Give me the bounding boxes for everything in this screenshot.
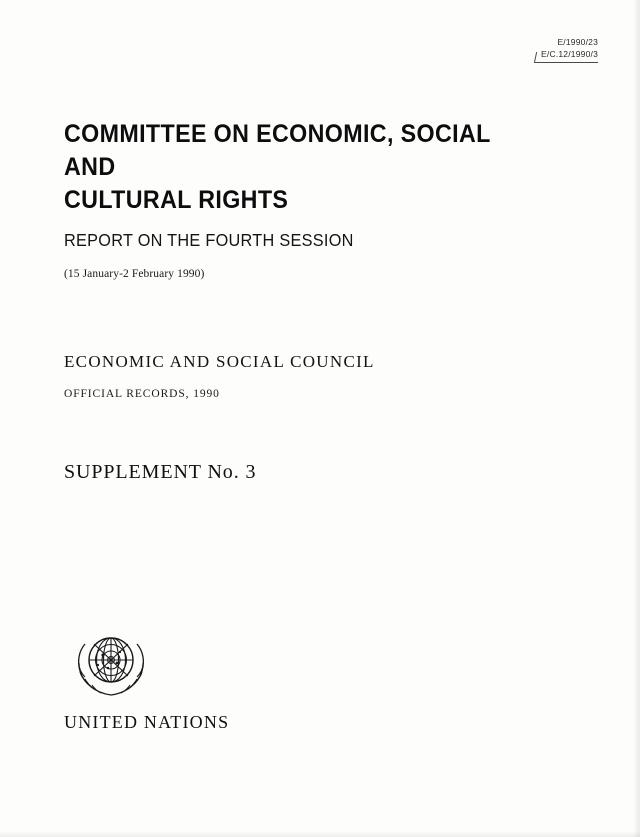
document-symbol <box>535 36 598 63</box>
document-symbol-line-1: E/1990/23 <box>557 37 598 47</box>
title-block <box>64 118 564 280</box>
official-records-label: OFFICIAL RECORDS, 1990 <box>64 388 220 400</box>
council-name: ECONOMIC AND SOCIAL COUNCIL <box>64 352 375 371</box>
page-title-line-1: COMMITTEE ON ECONOMIC, SOCIAL AND <box>64 120 491 181</box>
session-dates: (15 January-2 February 1990) <box>64 268 205 280</box>
united-nations-emblem-icon <box>70 627 152 699</box>
page-subtitle: REPORT ON THE FOURTH SESSION <box>64 230 354 250</box>
page-edge-shading-bottom <box>0 831 640 837</box>
document-symbol-line-2: E/C.12/1990/3 <box>535 48 598 62</box>
page-title-line-2: CULTURAL RIGHTS <box>64 186 289 214</box>
supplement-number: SUPPLEMENT No. 3 <box>64 461 257 483</box>
council-block <box>64 352 564 400</box>
page-edge-shading-right <box>633 0 640 837</box>
publisher-name: UNITED NATIONS <box>64 712 230 732</box>
